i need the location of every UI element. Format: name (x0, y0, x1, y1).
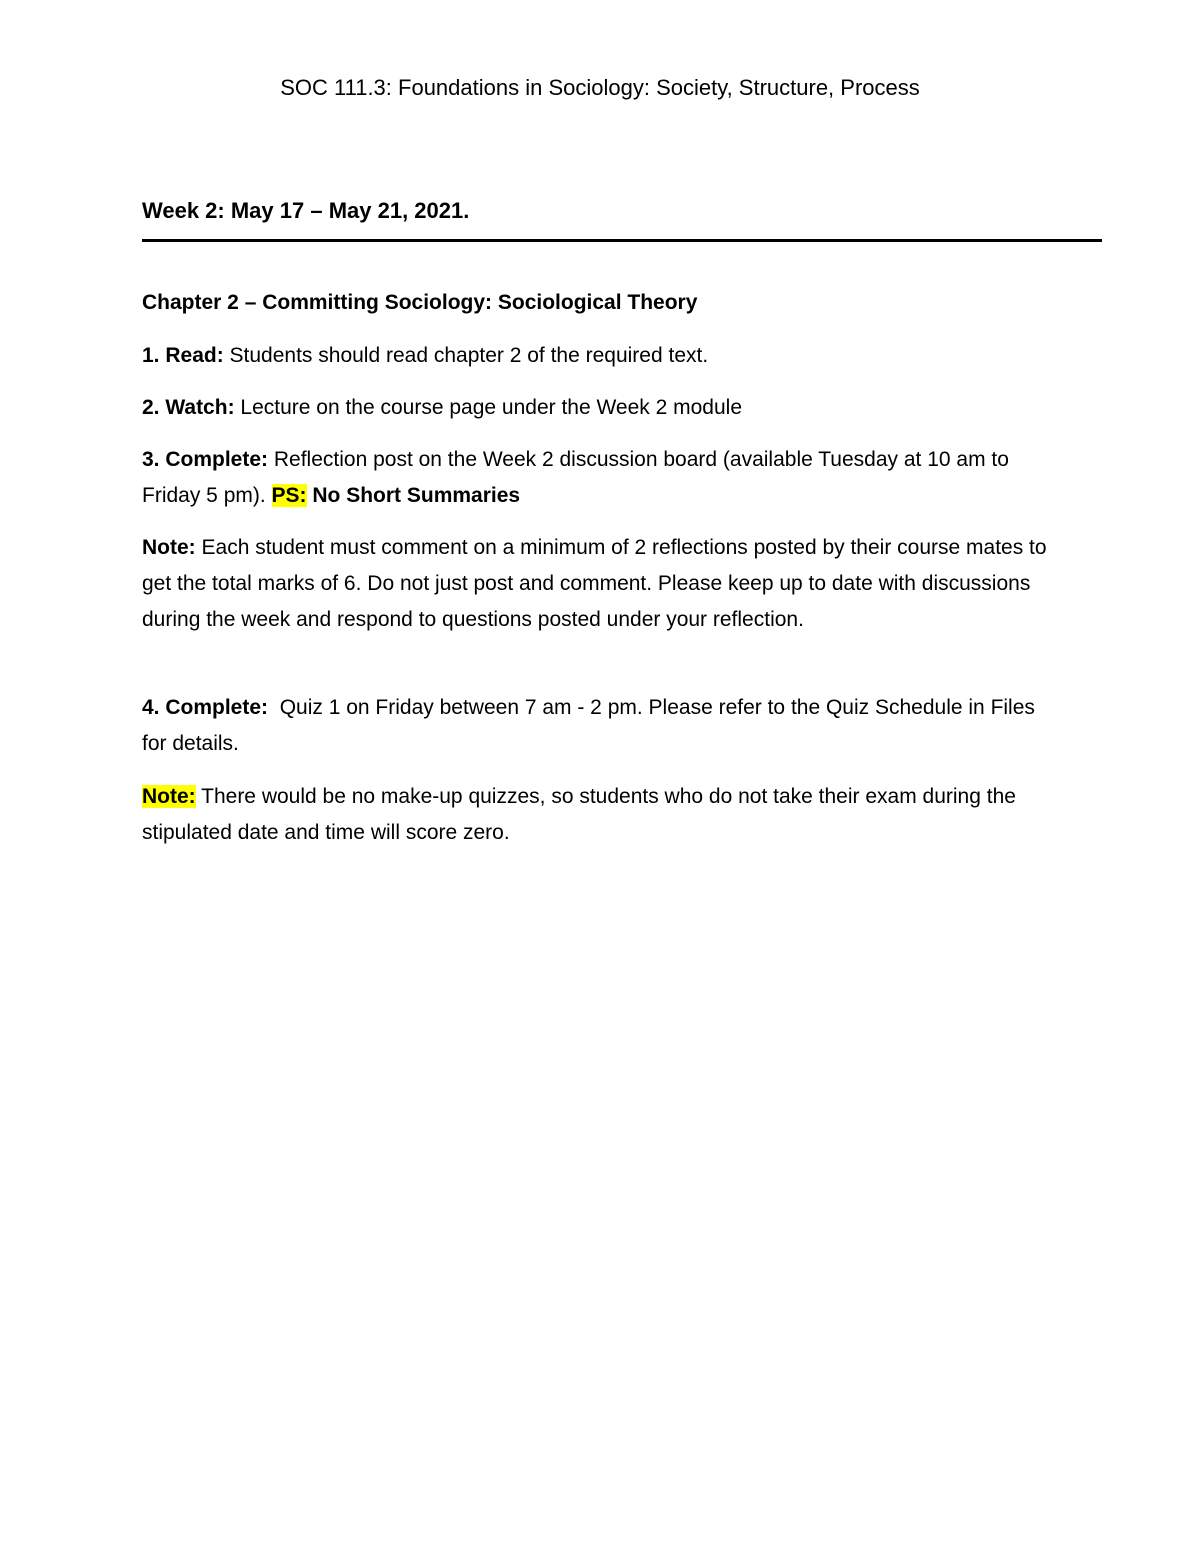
chapter-heading: Chapter 2 – Committing Sociology: Sociological Theory (142, 291, 698, 314)
instruction-watch-label: 2. Watch: (142, 396, 235, 419)
note-comments-label: Note: (142, 536, 196, 559)
instruction-read-label: 1. Read: (142, 344, 224, 367)
instruction-read (142, 338, 1057, 374)
note-comments-text: Each student must comment on a minimum of 2 reflections posted by their course mates to get the total marks of 6. Do not just post and comment. Please keep up to date with discussions during the week and respond to questions posted under your reflection. (142, 536, 1047, 631)
instruction-complete-quiz (142, 690, 1057, 762)
ps-text: No Short Summaries (306, 484, 521, 507)
document-title: SOC 111.3: Foundations in Sociology: Society, Structure, Process (280, 75, 920, 100)
note-makeup (142, 779, 1057, 851)
instruction-complete-reflection-text: Reflection post on the Week 2 discussion board (available Tuesday at 10 am to Friday 5 pm). (142, 448, 1009, 507)
ps-label-highlight: PS: (271, 484, 307, 507)
instruction-watch (142, 390, 1057, 426)
note-comments (142, 530, 1057, 638)
instruction-complete-reflection (142, 442, 1057, 514)
instruction-read-text: Students should read chapter 2 of the required text. (223, 344, 709, 367)
instruction-complete-quiz-text: Quiz 1 on Friday between 7 am - 2 pm. Please refer to the Quiz Schedule in Files for details. (142, 696, 1041, 755)
instruction-complete-reflection-label: 3. Complete: (142, 448, 269, 471)
note-makeup-text: There would be no make-up quizzes, so students who do not take their exam during the stipulated date and time will score zero. (142, 785, 1016, 844)
horizontal-rule (142, 239, 1102, 242)
week-heading: Week 2: May 17 – May 21, 2021. (142, 198, 470, 223)
note-makeup-label-highlight: Note: (142, 785, 196, 808)
instruction-watch-text: Lecture on the course page under the Week 2 module (234, 396, 743, 419)
instruction-complete-quiz-label: 4. Complete: (142, 696, 269, 719)
